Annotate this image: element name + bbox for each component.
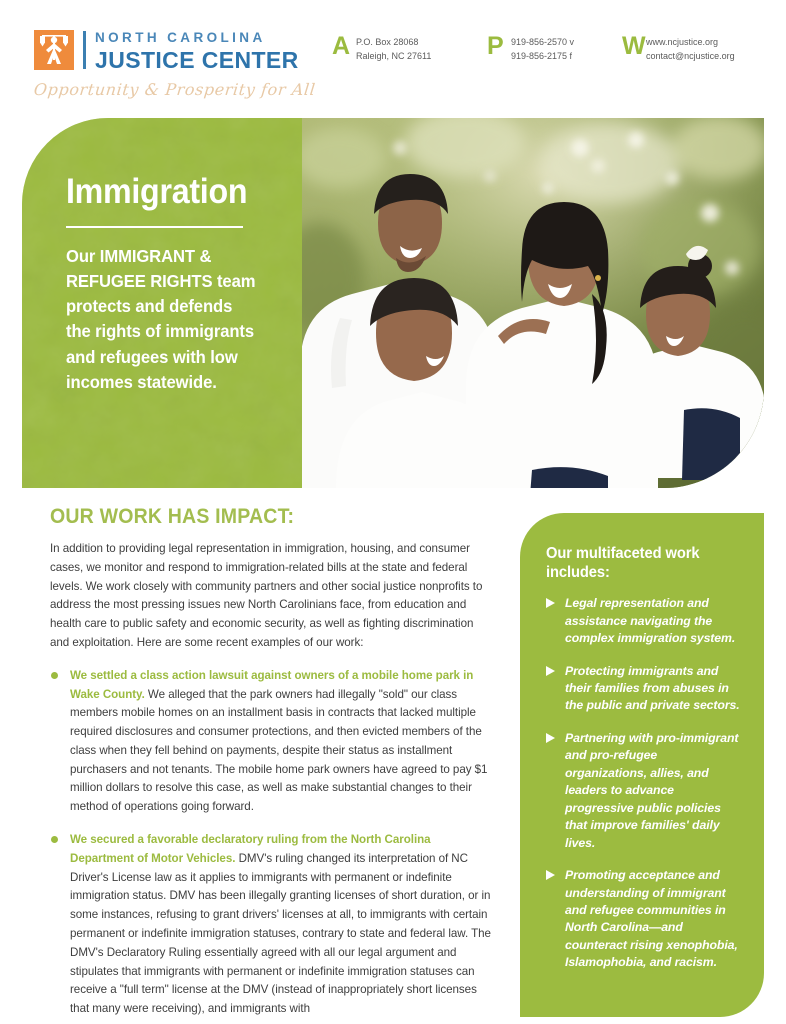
list-item [50,667,493,817]
contact-web-block [622,34,786,64]
hero-divider [66,226,243,228]
organization-name [95,30,299,72]
sidebar-panel [520,513,764,1017]
sidebar-item-label: Promoting acceptance and understanding of immigrant and refugee communities in North Carolina—and counteract rising xenophobia, Islamophobia, and racism. [565,868,738,970]
organization-tagline: Opportunity & Prosperity for All [33,80,317,99]
sidebar-title: Our multifaceted work includes: [546,545,700,581]
triangle-right-icon [546,666,555,676]
sidebar-item-label: Legal representation and assistance navigating the complex immigration system. [565,596,736,646]
org-name-line1: NORTH CAROLINA [95,30,266,45]
intro-paragraph: In addition to providing legal representation in immigration, housing, and consumer cases, we monitor and respond to immigration-related bills at the state and federal levels. We work closely with community partners and other social justice nonprofits to address the most pressing issues new North Carolinians face, from education and health care to public safety and economic security, as well as fighting discrimination and exploitation. Here are some recent examples of our work: [50,542,483,649]
bullet-rest-text: We alleged that the park owners had illegally "sold" our class members mobile homes on an installment basis in contracts that lacked multiple required disclosures and consumer protections, and then evicted members of the class when they fell behind on payments, despite their status as installment purchasers and not tenants. The mobile home park owners have agreed to pay $1 million dollars to resolve this case, as well as make substantial changes to their method of operations going forward. [70,687,488,814]
sidebar-item-legal-representation [546,595,740,647]
phone-lines [511,34,574,64]
bullet-rest-text: DMV's ruling changed its interpretation of NC Driver's License law as it applies to immigrants with permanent or indefinite immigration status. DMV has been illegally granting licenses of short duration, or in some instances, refusing to grant drivers' licenses at all, to immigrants with certain permanent or indefinite immigration statuses, contrary to state and federal law. The DMV's Declaratory Ruling essentially agreed with all our legal argument and stipulates that immigrants with permanent or indefinite immigration statuses can receive a "full term" license at the DMV (instead of inappropriately short licenses that many were receiving), and immigrants with [70,851,491,1016]
contact-address-block [332,34,487,64]
hero-title: Immigration [66,172,248,211]
bullet-lead-text: We settled a class action lawsuit against owners of a mobile home park in Wake County. [70,668,474,701]
sidebar-item-promoting-acceptance [546,867,740,972]
organization-logo [34,30,299,72]
triangle-right-icon [546,598,555,608]
phone-voice: 919-856-2570 v [511,37,575,47]
list-item [50,831,493,1019]
address-line-1: P.O. Box 28068 [356,37,419,47]
sidebar-item-partnering [546,730,740,852]
page-header [0,0,786,110]
hero-banner [22,118,764,488]
sidebar-item-label: Partnering with pro-immigrant and pro-refugee organizations, allies, and leaders to advance progressive public policies that improve families' daily lives. [565,730,739,850]
website-url[interactable]: www.ncjustice.org [646,37,719,47]
hero-green-panel [22,118,302,488]
logo-divider-rule [83,31,86,69]
sidebar-item-protecting-immigrants [546,663,740,715]
address-line-2: Raleigh, NC 27611 [356,50,432,61]
hero-subtitle: Our IMMIGRANT & REFUGEE RIGHTS team protects and defends the rights of immigrants and refugees with low incomes statewide. [66,245,256,392]
page-title: OUR WORK HAS IMPACT: [50,505,295,528]
sidebar-item-label: Protecting immigrants and their families from abuses in the public and private sectors. [565,663,740,713]
bullet-lead-text: We secured a favorable declaratory ruling from the North Carolina Department of Motor Vehicles. [70,833,431,865]
contact-email[interactable]: contact@ncjustice.org [646,50,735,61]
bullet-body [70,667,493,817]
contact-phone-block [487,34,622,64]
phone-letter-p-icon: P [487,32,504,60]
web-lines [646,34,735,64]
bullet-dot-icon [51,672,58,679]
bullet-body [70,831,493,1019]
triangle-right-icon [546,733,555,743]
org-name-line2: JUSTICE CENTER [95,46,299,73]
hero-content [22,118,302,395]
main-content-column [50,505,493,1024]
phone-fax: 919-856-2175 f [511,50,573,61]
bullet-dot-icon [51,836,58,843]
family-photo [280,118,764,488]
triangle-right-icon [546,870,555,880]
address-lines [356,34,431,64]
justice-scales-figure-icon [34,30,74,70]
contact-info-group [332,34,786,64]
web-letter-w-icon: W [622,32,646,60]
address-letter-a-icon: A [332,32,351,60]
